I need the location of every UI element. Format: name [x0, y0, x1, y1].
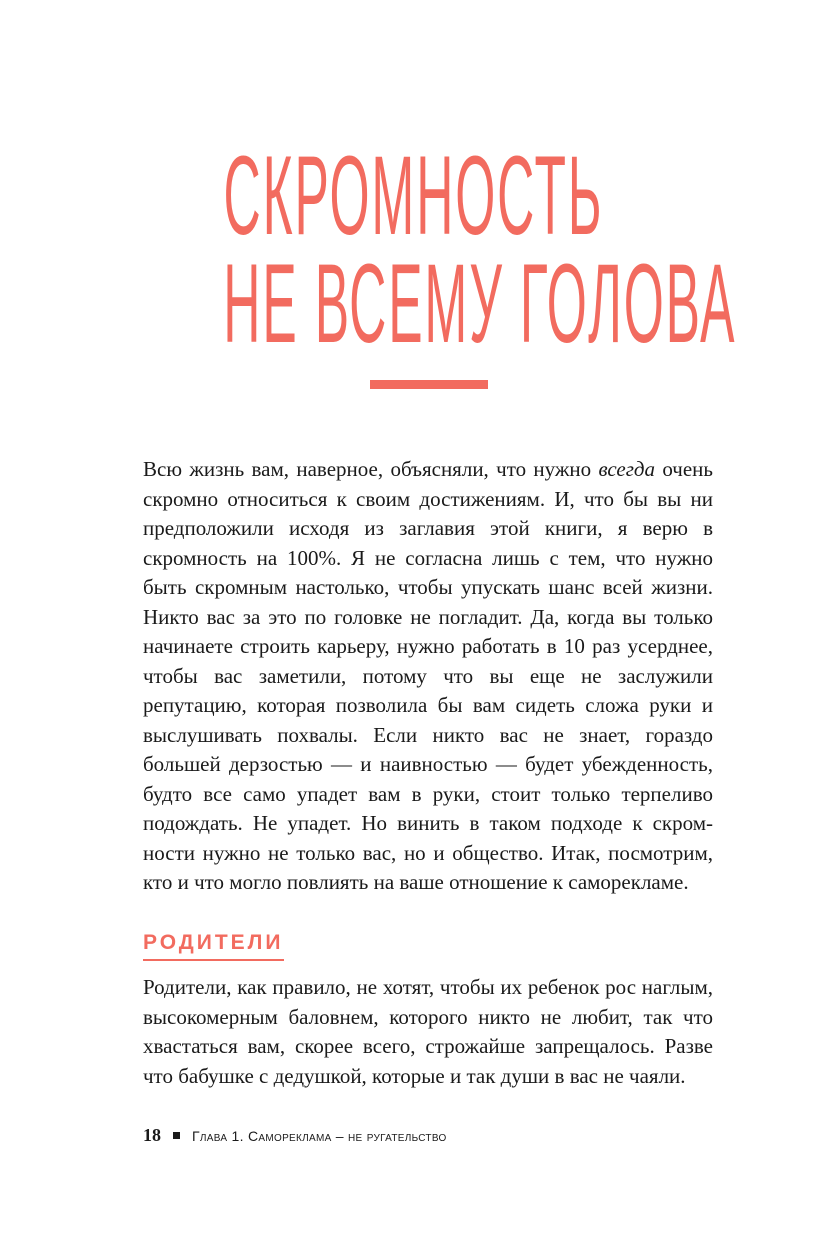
- intro-italic-word: всегда: [598, 457, 656, 481]
- body-paragraph-parents: Родители, как правило, не хотят, чтобы их ребенок рос наглым, высокомерным баловнем, которого никто не любит, так что хвастаться вам, скорее всего, строжайше запрещалось. Разве что бабушке с дедушкой, которые и так души в вас не чаяли.: [143, 975, 713, 1088]
- page-footer: [143, 1125, 447, 1146]
- title-divider: [370, 380, 488, 389]
- section-heading-parents: РОДИТЕЛИ: [143, 930, 284, 961]
- intro-text-start: Всю жизнь вам, наверное, объясняли, что нужно: [143, 457, 599, 481]
- chapter-title-line-2: НЕ ВСЕМУ ГОЛОВА: [223, 241, 737, 366]
- intro-text-rest: очень скромно относиться к своим достижениям. И, что бы вы ни предположили исходя из заглавия этой книги, я верю в скромность на 100%. Я не согласна лишь с тем, что нужно быть скромным настолько, чтобы упускать шанс всей жизни. Никто вас за это по головке не погладит. Да, когда вы только начинаете строить карьеру, нужно работать в 10 раз усерднее, чтобы вас заметили, потому что вы еще не заслужили репутацию, которая позволила бы вам сидеть сложа руки и выслушивать похвалы. Если никто вас не знает, гораздо большей дерзостью — и наивностью — будет убежденность, будто все само упадет вам в руки, стоит только терпеливо подождать. Не упадет. Но винить в таком подходе к скромности нужно не только вас, но и общество. Итак, посмотрим, кто и что могло повлиять на ваше отношение к саморекламе.: [143, 457, 714, 894]
- page-number: 18: [143, 1125, 161, 1145]
- chapter-title: [0, 133, 827, 366]
- chapter-title-line-1: СКРОМНОСТЬ: [223, 133, 604, 258]
- body-paragraph-intro: [143, 455, 713, 898]
- footer-chapter-label: Глава 1. Самореклама – не ругательство: [192, 1127, 447, 1144]
- footer-bullet-icon: [173, 1132, 180, 1139]
